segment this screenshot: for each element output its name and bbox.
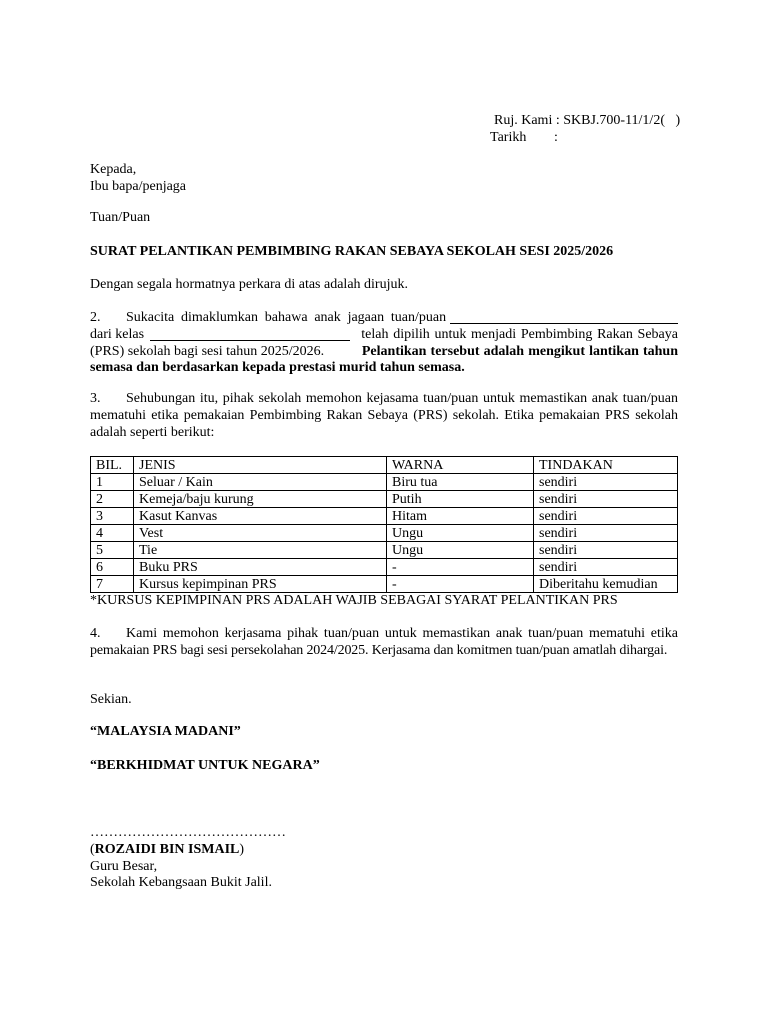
table-cell: Kemeja/baju kurung <box>134 491 387 508</box>
signature-block <box>90 825 678 892</box>
table-cell: Tie <box>134 542 387 559</box>
paragraph-2 <box>90 310 678 377</box>
table-cell: Hitam <box>387 508 534 525</box>
signatory-name-close: ) <box>239 841 245 857</box>
table-cell: 6 <box>91 559 134 576</box>
paragraph-3-line-3: adalah seperti berikut: <box>90 424 215 440</box>
paragraph-3-line-2: mematuhi etika pemakaian Pembimbing Rakan Sebaya (PRS) sekolah. Etika pemakaian PRS sekolah <box>90 407 678 423</box>
salutation <box>90 210 678 227</box>
dress-code-table-body <box>91 457 678 593</box>
recipient-parents: Ibu bapa/penjaga <box>90 178 187 194</box>
table-cell: Putih <box>387 491 534 508</box>
table-cell: 1 <box>91 474 134 491</box>
signatory-school: Sekolah Kebangsaan Bukit Jalil. <box>90 875 272 891</box>
table-cell: sendiri <box>534 542 678 559</box>
table-cell: Kasut Kanvas <box>134 508 387 525</box>
intro-text: Dengan segala hormatnya perkara di atas adalah dirujuk. <box>90 277 408 292</box>
letter-title <box>90 244 678 261</box>
paragraph-4-line-2: pemakaian PRS bagi sesi persekolahan 2024/2025. Kerjasama dan komitmen tuan/puan amatlah dihargai. <box>90 642 668 658</box>
table-row <box>91 576 678 593</box>
table-cell: Kursus kepimpinan PRS <box>134 576 387 593</box>
table-row <box>91 508 678 525</box>
table-cell: 2 <box>91 491 134 508</box>
table-header-cell: TINDAKAN <box>534 457 678 474</box>
table-cell: sendiri <box>534 474 678 491</box>
table-cell: Diberitahu kemudian <box>534 576 678 593</box>
table-cell: 4 <box>91 525 134 542</box>
student-name-blank <box>450 310 678 324</box>
slogan-berkhidmat-text: “BERKHIDMAT UNTUK NEGARA” <box>90 758 320 773</box>
table-cell: Vest <box>134 525 387 542</box>
reference-block <box>490 113 730 147</box>
class-blank <box>150 340 350 341</box>
paragraph-2-line-2-suffix: telah dipilih untuk menjadi Pembimbing Rakan Sebaya <box>361 326 678 342</box>
date-label: Tarikh <box>490 130 527 145</box>
table-cell: Buku PRS <box>134 559 387 576</box>
reference-number: Ruj. Kami : SKBJ.700-11/1/2( ) <box>494 113 681 128</box>
paragraph-3-line-1-text: Sehubungan itu, pihak sekolah memohon kejasama tuan/puan untuk memastikan anak tuan/puan <box>126 391 678 406</box>
dress-code-table <box>90 456 678 593</box>
slogan-berkhidmat <box>90 758 678 775</box>
signature-dotted-line: …………………………………… <box>90 825 286 840</box>
table-row <box>91 491 678 508</box>
recipient-kepada: Kepada, <box>90 162 137 177</box>
paragraph-2-line-2-prefix: dari kelas <box>90 326 145 342</box>
table-cell: 7 <box>91 576 134 593</box>
date-colon: : <box>554 130 558 145</box>
closing-sekian <box>90 692 678 709</box>
salutation-text: Tuan/Puan <box>90 210 151 225</box>
table-cell: Ungu <box>387 525 534 542</box>
signatory-name-open: ( <box>90 841 95 857</box>
paragraph-2-line-1-text: Sukacita dimaklumkan bahawa anak jagaan tuan/puan <box>126 310 447 325</box>
table-cell: 5 <box>91 542 134 559</box>
table-note-text: *KURSUS KEPIMPINAN PRS ADALAH WAJIB SEBAGAI SYARAT PELANTIKAN PRS <box>90 593 618 608</box>
intro-paragraph <box>90 277 678 294</box>
paragraph-3-number: 3. <box>90 391 101 406</box>
paragraph-2-line-3 <box>90 344 678 361</box>
table-cell: Biru tua <box>387 474 534 491</box>
table-cell: 3 <box>91 508 134 525</box>
paragraph-4-line-1-text: Kami memohon kerjasama pihak tuan/puan untuk memastikan anak tuan/puan mematuhi etika <box>126 626 678 641</box>
paragraph-2-number: 2. <box>90 310 101 325</box>
table-header-row <box>91 457 678 474</box>
table-row <box>91 474 678 491</box>
table-row <box>91 542 678 559</box>
table-cell: sendiri <box>534 525 678 542</box>
date-line <box>490 130 730 147</box>
table-cell: Seluar / Kain <box>134 474 387 491</box>
table-header-cell: WARNA <box>387 457 534 474</box>
paragraph-4-number: 4. <box>90 626 101 641</box>
table-cell: sendiri <box>534 508 678 525</box>
paragraph-2-line-2 <box>90 327 678 344</box>
table-cell: - <box>387 559 534 576</box>
table-cell: sendiri <box>534 491 678 508</box>
table-row <box>91 559 678 576</box>
table-header-cell: BIL. <box>91 457 134 474</box>
recipient-block <box>90 162 678 196</box>
signatory-position: Guru Besar, <box>90 858 158 874</box>
paragraph-4 <box>90 626 678 660</box>
paragraph-2-line-3-bold: Pelantikan tersebut adalah mengikut lantikan tahun <box>361 343 678 359</box>
paragraph-2-line-3-normal: (PRS) sekolah bagi sesi tahun 2025/2026. <box>90 343 325 359</box>
table-cell: sendiri <box>534 559 678 576</box>
slogan-malaysia-madani-text: “MALAYSIA MADANI” <box>90 724 241 739</box>
table-header-cell: JENIS <box>134 457 387 474</box>
table-cell: Ungu <box>387 542 534 559</box>
signatory-name-line <box>90 842 678 859</box>
signatory-name: ROZAIDI BIN ISMAIL <box>94 841 240 857</box>
slogan-malaysia-madani <box>90 724 678 741</box>
paragraph-4-line-1 <box>90 626 678 643</box>
paragraph-2-line-1 <box>90 310 678 327</box>
paragraph-3 <box>90 391 678 441</box>
paragraph-2-line-4: semasa dan berdasarkan kepada prestasi murid tahun semasa. <box>90 360 465 376</box>
closing-sekian-text: Sekian. <box>90 692 132 707</box>
paragraph-3-line-1 <box>90 391 678 408</box>
letter-title-text: SURAT PELANTIKAN PEMBIMBING RAKAN SEBAYA SEKOLAH SESI 2025/2026 <box>90 244 614 259</box>
table-row <box>91 525 678 542</box>
table-cell: - <box>387 576 534 593</box>
table-note <box>90 593 678 610</box>
